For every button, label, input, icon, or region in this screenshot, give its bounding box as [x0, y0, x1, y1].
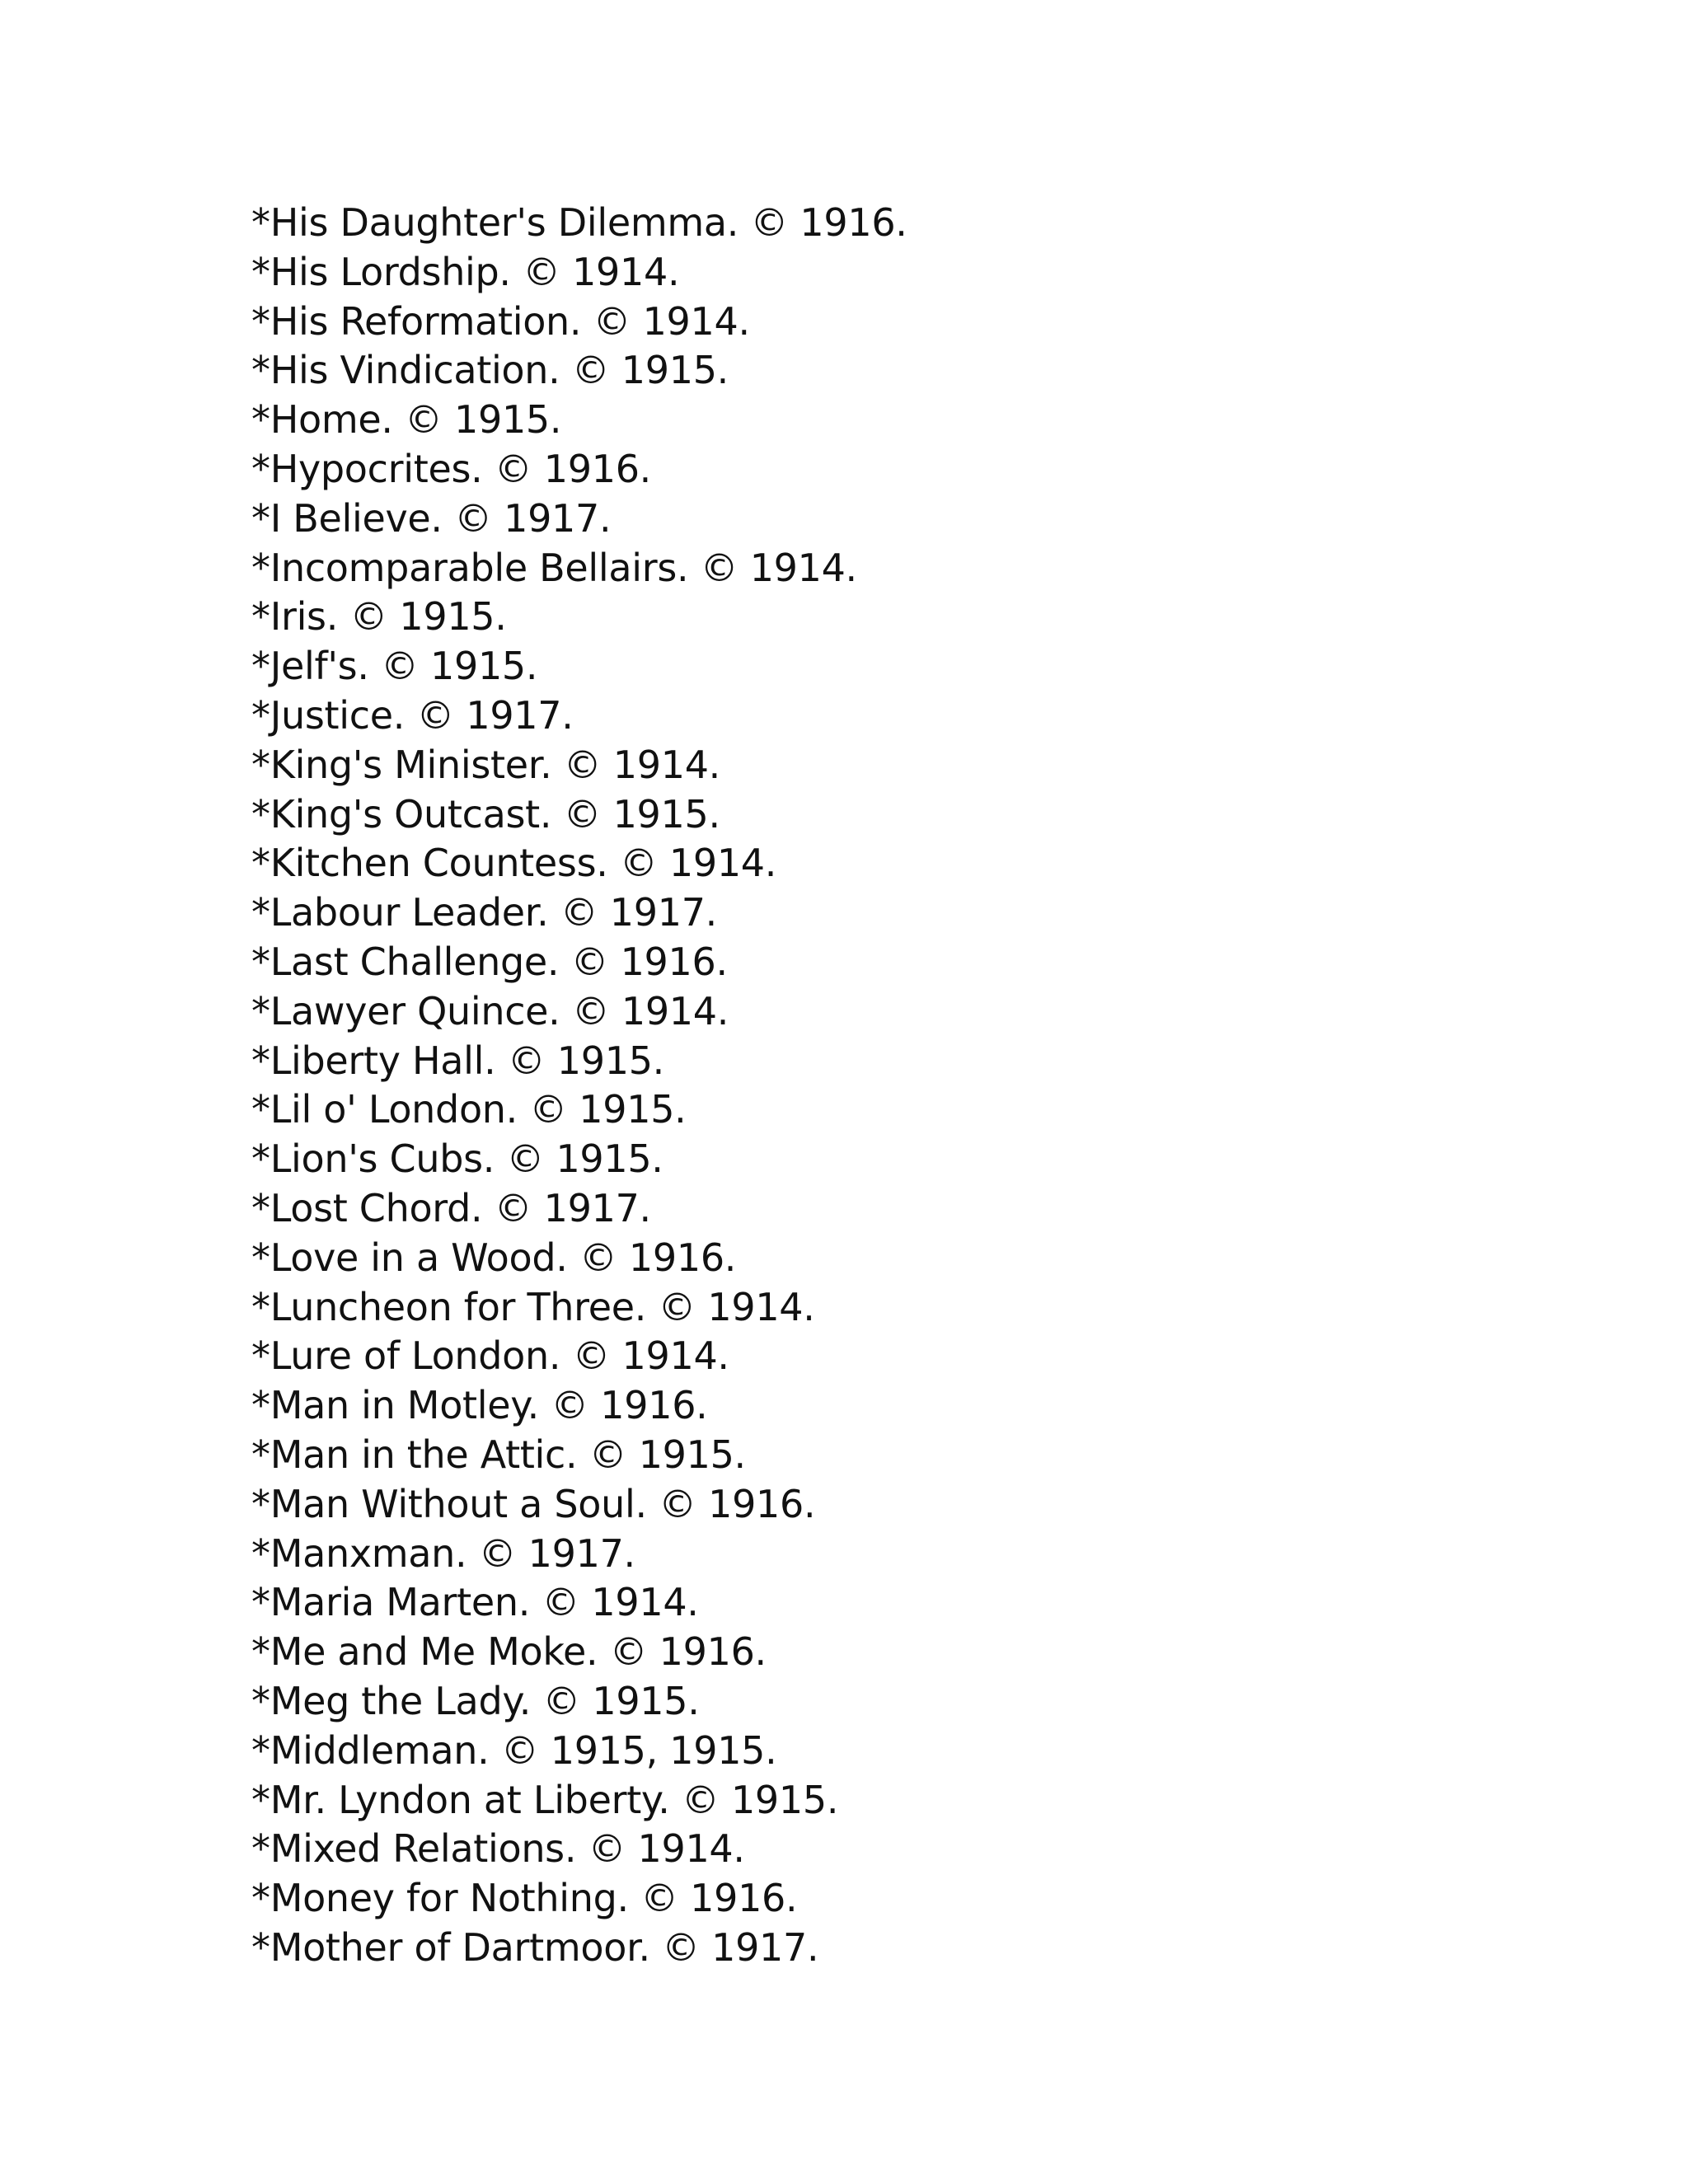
list-item: *Last Challenge. © 1916. — [251, 939, 728, 984]
list-item: *Labour Leader. © 1917. — [251, 890, 718, 935]
list-item: *Hypocrites. © 1916. — [251, 446, 651, 491]
list-item: *Lost Chord. © 1917. — [251, 1185, 651, 1230]
list-item: *Liberty Hall. © 1915. — [251, 1038, 664, 1083]
list-item: *Man in Motley. © 1916. — [251, 1383, 708, 1428]
list-item: *Maria Marten. © 1914. — [251, 1580, 699, 1625]
list-item: *His Vindication. © 1915. — [251, 348, 729, 393]
list-item: *Money for Nothing. © 1916. — [251, 1876, 798, 1921]
list-item: *Incomparable Bellairs. © 1914. — [251, 545, 857, 590]
list-item: *Me and Me Moke. © 1916. — [251, 1629, 767, 1675]
list-item: *Luncheon for Three. © 1914. — [251, 1284, 815, 1329]
list-item: *Lion's Cubs. © 1915. — [251, 1137, 663, 1182]
list-item: *Home. © 1915. — [251, 397, 562, 443]
list-item: *Lil o' London. © 1915. — [251, 1087, 687, 1132]
list-item: *King's Minister. © 1914. — [251, 742, 720, 787]
list-item: *Man Without a Soul. © 1916. — [251, 1481, 816, 1526]
title-list — [251, 199, 907, 1973]
list-item: *His Lordship. © 1914. — [251, 249, 680, 294]
list-item: *His Daughter's Dilemma. © 1916. — [251, 200, 907, 245]
list-item: *Mixed Relations. © 1914. — [251, 1826, 745, 1872]
list-item: *Justice. © 1917. — [251, 692, 574, 738]
list-item: *King's Outcast. © 1915. — [251, 791, 720, 837]
list-item: *I Believe. © 1917. — [251, 495, 612, 541]
list-item: *Man in the Attic. © 1915. — [251, 1432, 746, 1477]
list-item: *Middleman. © 1915, 1915. — [251, 1727, 777, 1773]
list-item: *His Reformation. © 1914. — [251, 298, 750, 344]
list-item: *Meg the Lady. © 1915. — [251, 1678, 700, 1723]
list-item: *Mother of Dartmoor. © 1917. — [251, 1924, 819, 1970]
list-item: *Lure of London. © 1914. — [251, 1333, 729, 1379]
list-item: *Mr. Lyndon at Liberty. © 1915. — [251, 1777, 839, 1822]
list-item: *Love in a Wood. © 1916. — [251, 1235, 737, 1280]
list-item: *Jelf's. © 1915. — [251, 644, 538, 689]
list-item: *Kitchen Countess. © 1914. — [251, 841, 777, 886]
list-item: *Iris. © 1915. — [251, 594, 507, 640]
list-item: *Manxman. © 1917. — [251, 1530, 635, 1576]
list-item: *Lawyer Quince. © 1914. — [251, 988, 729, 1033]
